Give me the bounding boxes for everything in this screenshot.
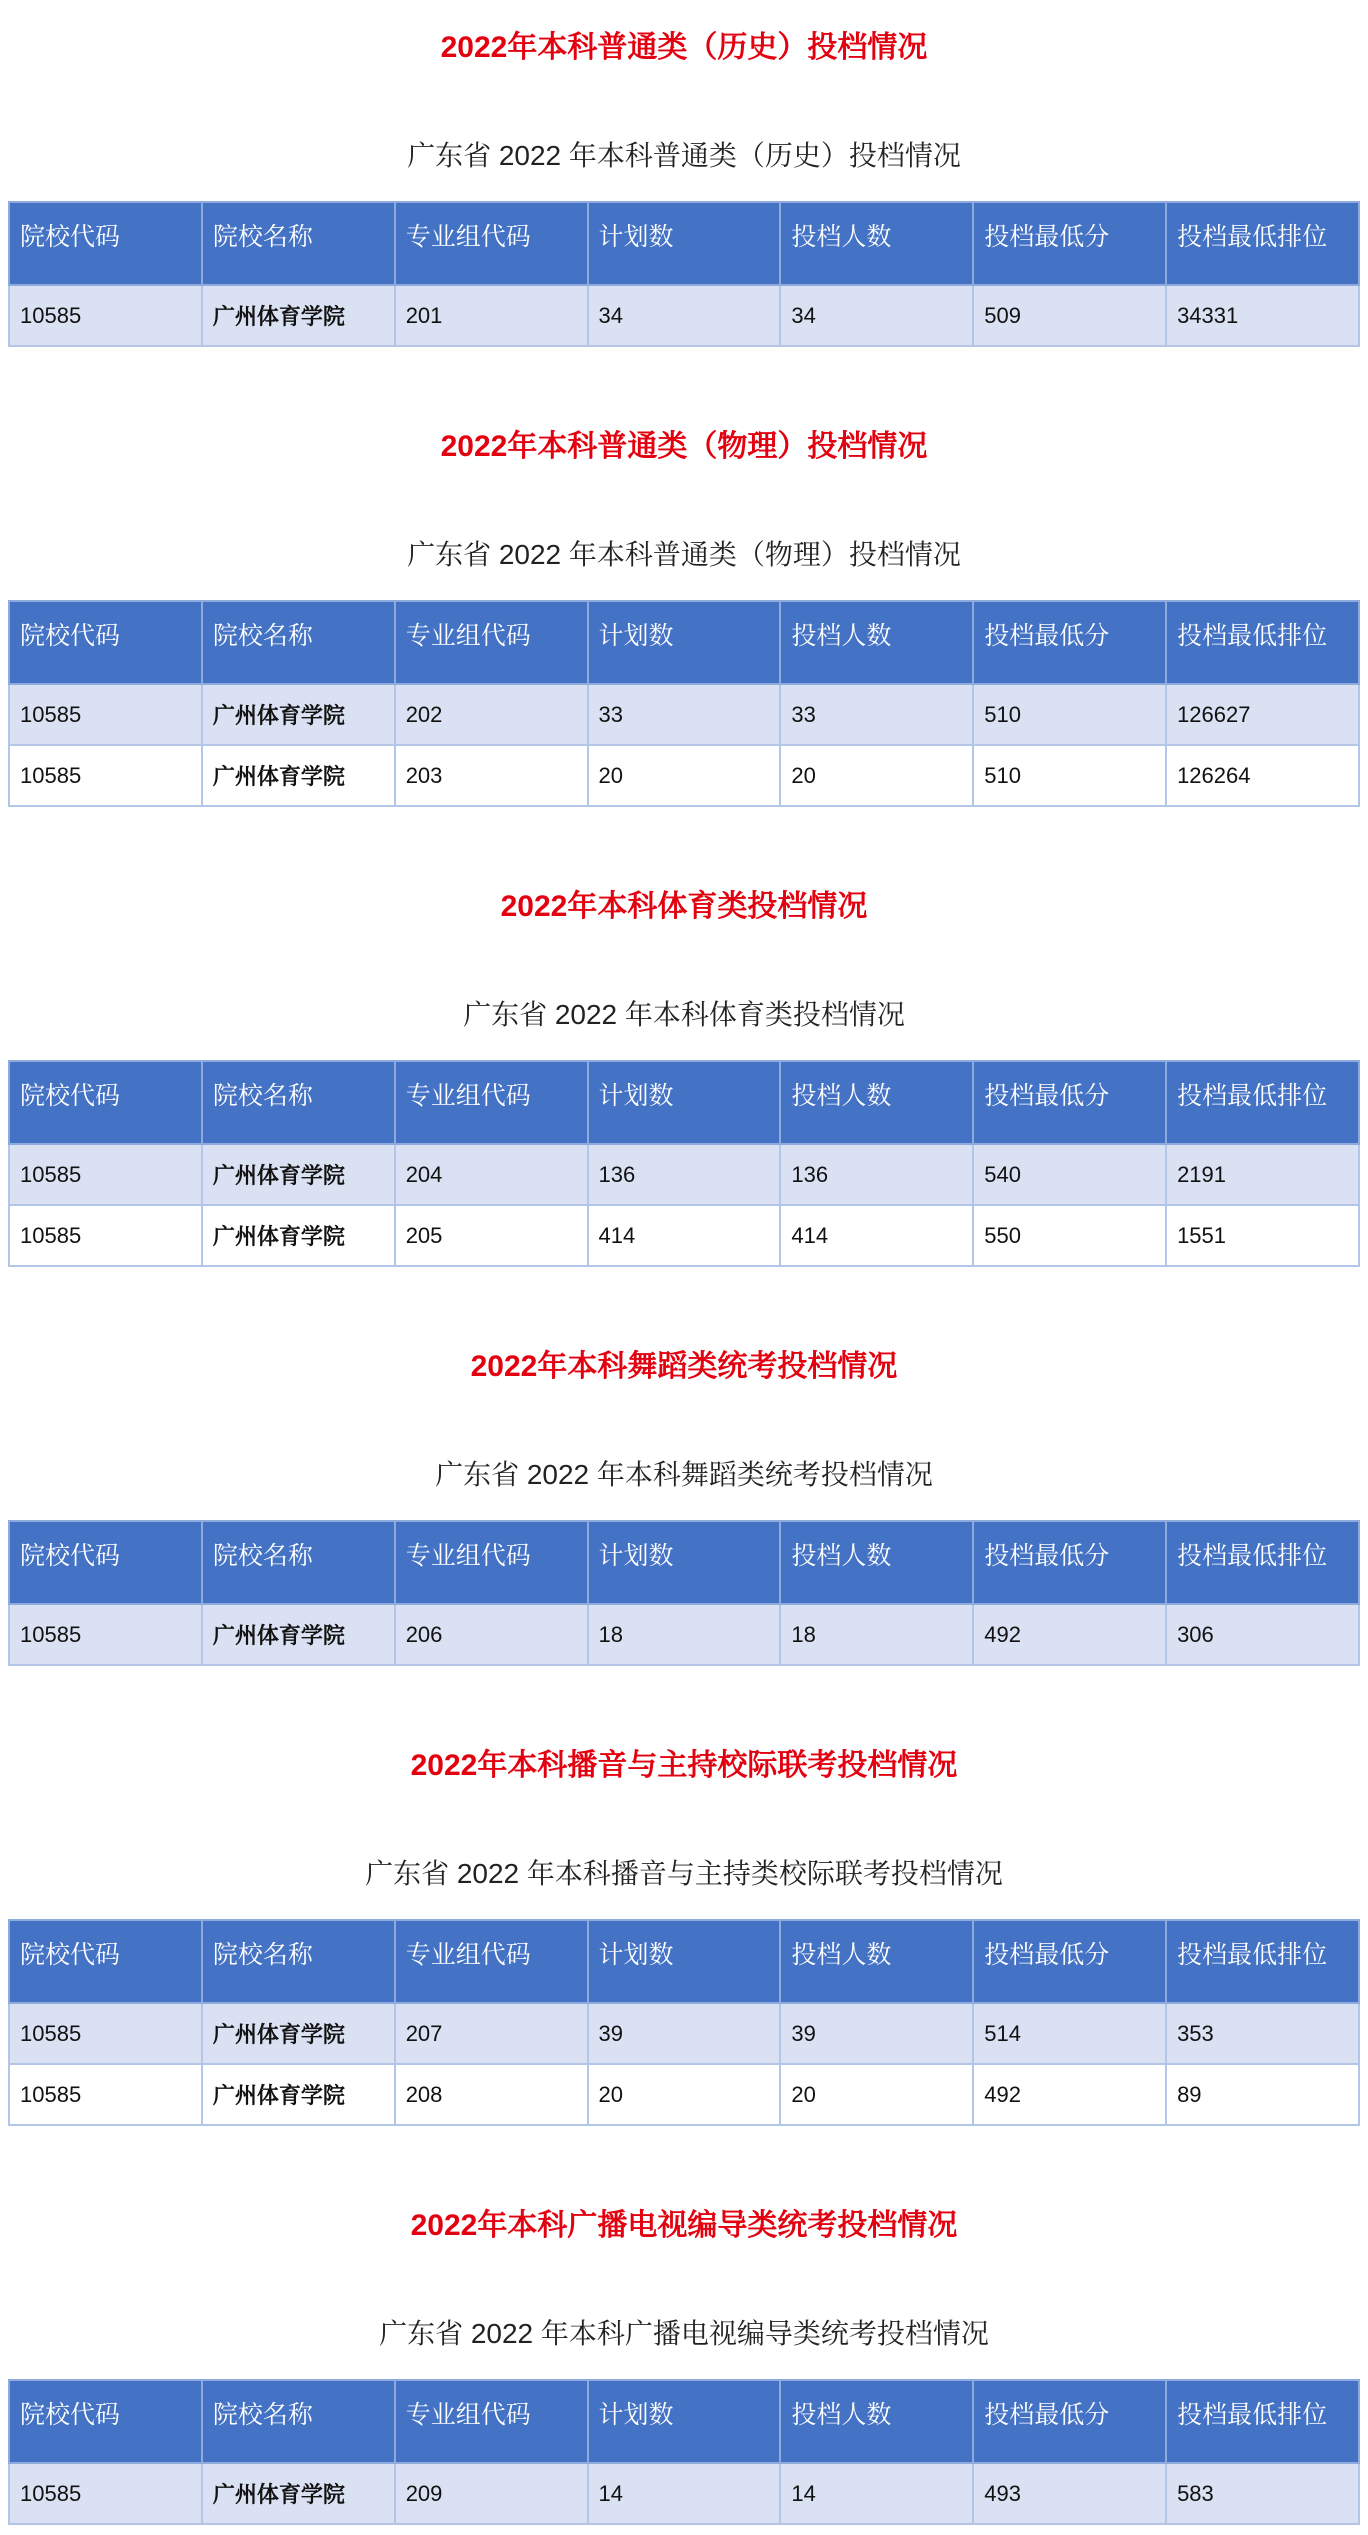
admission-section [0, 28, 1368, 347]
admission-table [8, 1919, 1360, 2126]
table-caption: 广东省 2022 年本科普通类（历史）投档情况 [407, 140, 961, 171]
cell-plan-count: 20 [588, 2064, 781, 2125]
table-row [9, 285, 1359, 346]
cell-admitted-count: 14 [780, 2463, 973, 2524]
section-title: 2022年本科普通类（历史）投档情况 [440, 31, 928, 64]
header-college-code: 院校代码 [9, 1920, 202, 2003]
header-row [9, 2380, 1359, 2463]
cell-college-name: 广州体育学院 [202, 285, 395, 346]
header-plan-count: 计划数 [588, 1061, 781, 1144]
cell-min-rank: 583 [1166, 2463, 1359, 2524]
cell-college-code: 10585 [9, 1205, 202, 1266]
header-group-code: 专业组代码 [395, 1920, 588, 2003]
cell-min-score: 540 [973, 1144, 1166, 1205]
cell-min-rank: 126264 [1166, 745, 1359, 806]
admission-section [0, 1746, 1368, 2126]
cell-admitted-count: 33 [780, 684, 973, 745]
cell-plan-count: 14 [588, 2463, 781, 2524]
section-title: 2022年本科普通类（物理）投档情况 [440, 430, 928, 463]
cell-group-code: 205 [395, 1205, 588, 1266]
section-title: 2022年本科广播电视编导类统考投档情况 [410, 2209, 958, 2242]
table-caption: 广东省 2022 年本科广播电视编导类统考投档情况 [379, 2318, 989, 2349]
section-title: 2022年本科舞蹈类统考投档情况 [470, 1350, 898, 1383]
header-group-code: 专业组代码 [395, 202, 588, 285]
header-min-score: 投档最低分 [973, 2380, 1166, 2463]
table-caption: 广东省 2022 年本科普通类（物理）投档情况 [407, 539, 961, 570]
cell-college-name: 广州体育学院 [202, 1205, 395, 1266]
header-plan-count: 计划数 [588, 202, 781, 285]
admission-table [8, 201, 1360, 347]
cell-admitted-count: 414 [780, 1205, 973, 1266]
table-caption: 广东省 2022 年本科播音与主持类校际联考投档情况 [365, 1858, 1003, 1889]
cell-min-score: 550 [973, 1205, 1166, 1266]
admission-table [8, 600, 1360, 807]
cell-college-code: 10585 [9, 684, 202, 745]
cell-plan-count: 136 [588, 1144, 781, 1205]
header-admitted-count: 投档人数 [780, 2380, 973, 2463]
cell-college-code: 10585 [9, 285, 202, 346]
header-college-name: 院校名称 [202, 1521, 395, 1604]
header-plan-count: 计划数 [588, 601, 781, 684]
header-college-name: 院校名称 [202, 2380, 395, 2463]
header-admitted-count: 投档人数 [780, 601, 973, 684]
cell-plan-count: 33 [588, 684, 781, 745]
cell-min-rank: 353 [1166, 2003, 1359, 2064]
header-min-rank: 投档最低排位 [1166, 202, 1359, 285]
cell-college-name: 广州体育学院 [202, 2064, 395, 2125]
section-title: 2022年本科体育类投档情况 [500, 890, 868, 923]
header-group-code: 专业组代码 [395, 1521, 588, 1604]
table-row [9, 1604, 1359, 1665]
header-plan-count: 计划数 [588, 1920, 781, 2003]
cell-min-rank: 2191 [1166, 1144, 1359, 1205]
header-group-code: 专业组代码 [395, 601, 588, 684]
header-min-rank: 投档最低排位 [1166, 1521, 1359, 1604]
admission-section [0, 887, 1368, 1267]
header-college-code: 院校代码 [9, 202, 202, 285]
header-min-score: 投档最低分 [973, 1521, 1166, 1604]
header-college-name: 院校名称 [202, 601, 395, 684]
cell-college-code: 10585 [9, 745, 202, 806]
header-admitted-count: 投档人数 [780, 1920, 973, 2003]
header-row [9, 601, 1359, 684]
cell-plan-count: 414 [588, 1205, 781, 1266]
cell-admitted-count: 18 [780, 1604, 973, 1665]
cell-group-code: 208 [395, 2064, 588, 2125]
admission-table [8, 2379, 1360, 2525]
header-min-rank: 投档最低排位 [1166, 2380, 1359, 2463]
cell-group-code: 206 [395, 1604, 588, 1665]
cell-plan-count: 18 [588, 1604, 781, 1665]
header-college-name: 院校名称 [202, 202, 395, 285]
table-caption: 广东省 2022 年本科体育类投档情况 [463, 999, 905, 1030]
header-college-name: 院校名称 [202, 1061, 395, 1144]
cell-min-rank: 89 [1166, 2064, 1359, 2125]
header-min-score: 投档最低分 [973, 1061, 1166, 1144]
cell-min-score: 509 [973, 285, 1166, 346]
header-college-name: 院校名称 [202, 1920, 395, 2003]
cell-college-code: 10585 [9, 1144, 202, 1205]
cell-min-rank: 126627 [1166, 684, 1359, 745]
cell-college-name: 广州体育学院 [202, 684, 395, 745]
table-row [9, 2064, 1359, 2125]
table-row [9, 684, 1359, 745]
header-admitted-count: 投档人数 [780, 1061, 973, 1144]
header-plan-count: 计划数 [588, 2380, 781, 2463]
cell-college-code: 10585 [9, 2003, 202, 2064]
header-min-rank: 投档最低排位 [1166, 1061, 1359, 1144]
cell-min-score: 492 [973, 2064, 1166, 2125]
header-college-code: 院校代码 [9, 1061, 202, 1144]
header-min-rank: 投档最低排位 [1166, 1920, 1359, 2003]
cell-group-code: 207 [395, 2003, 588, 2064]
cell-min-rank: 1551 [1166, 1205, 1359, 1266]
cell-min-rank: 306 [1166, 1604, 1359, 1665]
cell-min-score: 492 [973, 1604, 1166, 1665]
cell-college-code: 10585 [9, 2463, 202, 2524]
table-row [9, 1205, 1359, 1266]
cell-min-rank: 34331 [1166, 285, 1359, 346]
table-row [9, 2003, 1359, 2064]
cell-admitted-count: 136 [780, 1144, 973, 1205]
admission-section [0, 427, 1368, 807]
cell-admitted-count: 34 [780, 285, 973, 346]
header-row [9, 202, 1359, 285]
header-college-code: 院校代码 [9, 1521, 202, 1604]
cell-min-score: 510 [973, 745, 1166, 806]
header-min-rank: 投档最低排位 [1166, 601, 1359, 684]
cell-admitted-count: 20 [780, 745, 973, 806]
cell-group-code: 203 [395, 745, 588, 806]
table-row [9, 2463, 1359, 2524]
header-group-code: 专业组代码 [395, 2380, 588, 2463]
cell-college-name: 广州体育学院 [202, 2003, 395, 2064]
cell-admitted-count: 39 [780, 2003, 973, 2064]
header-min-score: 投档最低分 [973, 1920, 1166, 2003]
cell-group-code: 201 [395, 285, 588, 346]
cell-admitted-count: 20 [780, 2064, 973, 2125]
cell-college-code: 10585 [9, 2064, 202, 2125]
header-group-code: 专业组代码 [395, 1061, 588, 1144]
cell-plan-count: 34 [588, 285, 781, 346]
cell-college-code: 10585 [9, 1604, 202, 1665]
header-college-code: 院校代码 [9, 2380, 202, 2463]
cell-group-code: 204 [395, 1144, 588, 1205]
cell-min-score: 493 [973, 2463, 1166, 2524]
header-plan-count: 计划数 [588, 1521, 781, 1604]
table-row [9, 1144, 1359, 1205]
header-min-score: 投档最低分 [973, 202, 1166, 285]
table-row [9, 745, 1359, 806]
header-college-code: 院校代码 [9, 601, 202, 684]
cell-college-name: 广州体育学院 [202, 2463, 395, 2524]
cell-min-score: 510 [973, 684, 1166, 745]
cell-min-score: 514 [973, 2003, 1166, 2064]
admission-table [8, 1060, 1360, 1267]
cell-group-code: 202 [395, 684, 588, 745]
section-title: 2022年本科播音与主持校际联考投档情况 [410, 1749, 958, 1782]
cell-college-name: 广州体育学院 [202, 1604, 395, 1665]
admission-section [0, 2206, 1368, 2525]
cell-plan-count: 20 [588, 745, 781, 806]
cell-group-code: 209 [395, 2463, 588, 2524]
admission-table [8, 1520, 1360, 1666]
header-min-score: 投档最低分 [973, 601, 1166, 684]
cell-plan-count: 39 [588, 2003, 781, 2064]
header-admitted-count: 投档人数 [780, 202, 973, 285]
table-caption: 广东省 2022 年本科舞蹈类统考投档情况 [435, 1459, 933, 1490]
cell-college-name: 广州体育学院 [202, 1144, 395, 1205]
header-row [9, 1061, 1359, 1144]
admission-section [0, 1347, 1368, 1666]
cell-college-name: 广州体育学院 [202, 745, 395, 806]
header-row [9, 1920, 1359, 2003]
header-row [9, 1521, 1359, 1604]
header-admitted-count: 投档人数 [780, 1521, 973, 1604]
